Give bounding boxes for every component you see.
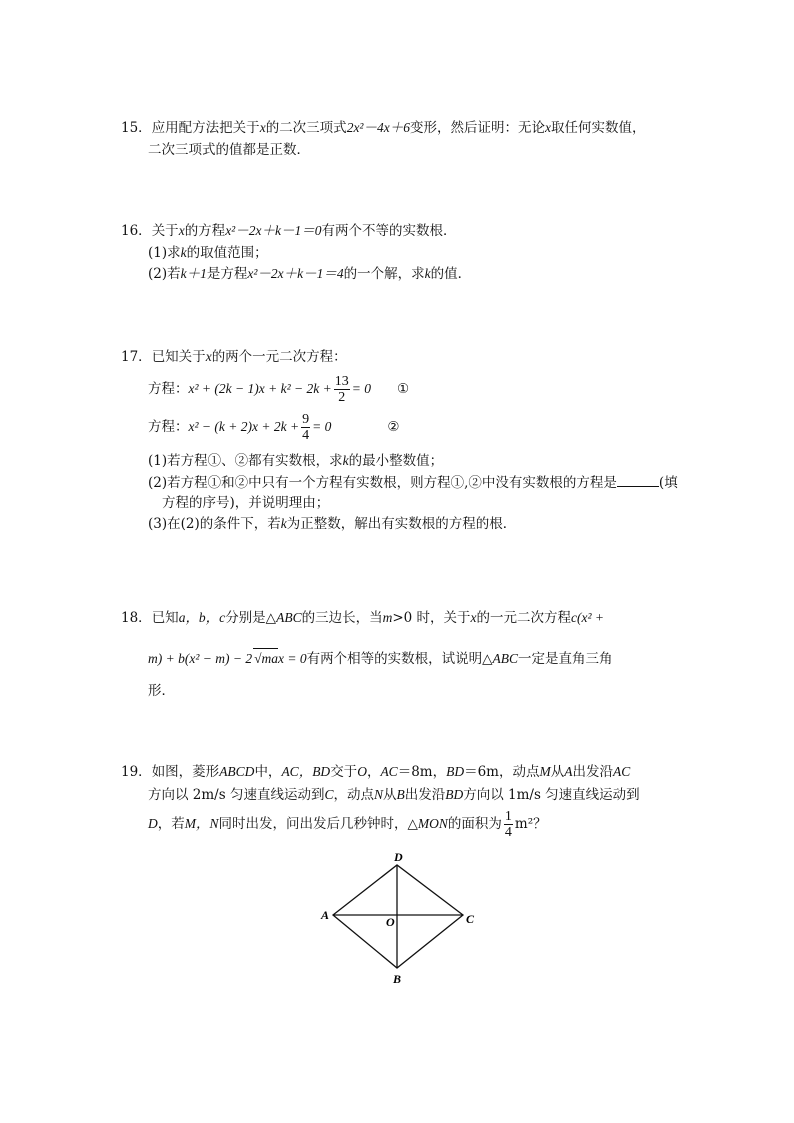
text: 出发沿 (572, 764, 613, 780)
text: (填 (658, 475, 678, 491)
text: 的最小整数值； (348, 453, 444, 469)
equation: x² − (k + 2)x + 2k + (188, 419, 300, 434)
var-k: k (280, 516, 287, 531)
q17-part2 (148, 472, 678, 493)
text: (2)若方程①和②中只有一个方程有实数根，则方程①,②中没有实数根的方程是 (148, 475, 617, 491)
var-m: m (382, 610, 393, 625)
var-x: x (544, 120, 551, 135)
equation: = 0 (312, 419, 332, 434)
question-number: 16． (121, 223, 152, 239)
text: 有两个不等的实数根． (321, 223, 457, 239)
equation: c(x² + (571, 610, 605, 625)
segment: BD (446, 764, 465, 779)
text: 已知关于 (151, 349, 206, 365)
equation-marker: ② (387, 419, 400, 435)
triangle-name: ABC (492, 651, 519, 666)
q17-line1 (121, 347, 347, 367)
q17-part1 (148, 451, 443, 471)
text: 为正整数，解出有实数根的方程的根． (286, 516, 517, 532)
q18-line1 (121, 608, 604, 628)
text: 的三边长，当 (301, 610, 383, 626)
text: 的面积为 (447, 816, 502, 832)
text: 有两个相等的实数根，试说明△ (306, 651, 493, 667)
equation: x = 0 (278, 651, 307, 666)
q16-line1 (121, 221, 456, 241)
text: 应用配方法把关于 (151, 120, 260, 136)
text: 从 (382, 787, 397, 803)
text: 的一元二次方程 (476, 610, 572, 626)
question-number: 17． (121, 349, 152, 365)
text: (3)在(2)的条件下，若 (148, 516, 281, 532)
text: 同时出发，问出发后几秒钟时，△ (218, 816, 418, 832)
segment: BD (445, 787, 464, 802)
var-x: x (470, 610, 477, 625)
text: 出发沿 (404, 787, 446, 803)
denominator: 4 (302, 428, 310, 443)
var-x: x (178, 223, 185, 238)
q17-part3 (148, 514, 516, 534)
segment: AC (612, 764, 631, 779)
denominator: 4 (504, 825, 512, 840)
q16-part2 (148, 264, 471, 284)
text: ＝6m，动点 (464, 764, 540, 780)
text: 方程： (148, 419, 189, 435)
text: 的一个解，求 (343, 266, 425, 282)
point-o: O (357, 764, 367, 779)
text: 是方程 (206, 266, 248, 282)
label-b: B (393, 972, 402, 986)
var-k: k (180, 245, 187, 260)
var-x: x (259, 120, 266, 135)
numerator: 13 (334, 374, 349, 389)
point-n: N (373, 787, 383, 802)
text: ， (366, 764, 381, 780)
numerator: 9 (302, 412, 310, 427)
fraction (504, 809, 513, 840)
point-c: C (324, 787, 334, 802)
q16-part1 (148, 243, 268, 263)
triangle-name: MON (417, 816, 448, 831)
q19-line2 (148, 785, 640, 805)
unit: m²？ (514, 816, 547, 832)
q17-equation-2 (148, 410, 399, 444)
q17-part2-cont: 方程的序号)，并说明理由； (162, 495, 330, 511)
text: ，动点 (333, 787, 374, 803)
text: 如图，菱形 (151, 764, 220, 780)
text: 一定是直角三角 (518, 651, 613, 667)
q17-equation-1 (148, 372, 409, 406)
text: 分别是△ (225, 610, 277, 626)
rhombus-outline (333, 865, 463, 968)
label-d: D (394, 850, 403, 864)
q18-line3: 形． (148, 683, 175, 699)
numerator: 1 (504, 809, 512, 824)
equation: x² + (2k − 1)x + k² − 2k + (188, 381, 332, 396)
q19-line3 (148, 806, 547, 842)
var-k: k (342, 453, 349, 468)
text: 中， (254, 764, 282, 780)
text: >0 时，关于 (392, 610, 471, 626)
var-k: k (424, 266, 431, 281)
text: 的值． (430, 266, 472, 282)
point-d: D (148, 816, 158, 831)
fraction (334, 374, 350, 405)
equation: m) + b(x² − m) − 2 (148, 651, 253, 666)
diagonals: AC，BD (281, 764, 331, 779)
question-number: 19． (121, 764, 152, 780)
text: 的二次三项式 (265, 120, 347, 136)
label-o: O (386, 915, 395, 929)
fraction (301, 412, 310, 443)
points: M，N (184, 816, 219, 831)
denominator: 2 (338, 390, 346, 405)
text: 方向以 2m/s 匀速直线运动到 (148, 787, 325, 803)
text: 交于 (330, 764, 358, 780)
point-a: A (564, 764, 573, 779)
q18-line2 (148, 648, 613, 669)
text: 从 (550, 764, 565, 780)
text: 的方程 (184, 223, 226, 239)
q15-line1 (121, 118, 645, 138)
triangle-name: ABC (276, 610, 302, 625)
point-b: B (396, 787, 405, 802)
text: 变形，然后证明：无论 (409, 120, 545, 136)
text: ＝8m， (397, 764, 447, 780)
text: 取任何实数值， (550, 120, 646, 136)
rhombus-name: ABCD (219, 764, 255, 779)
square-root: √ma (253, 648, 278, 669)
text: 的两个一元二次方程： (211, 349, 347, 365)
expression: k＋1 (180, 266, 207, 281)
point-m: M (539, 764, 551, 779)
text: (2)若 (148, 266, 181, 282)
text: (1)若方程①、②都有实数根，求 (148, 453, 343, 469)
equation: x²－2x＋k－1＝4 (247, 266, 344, 281)
question-number: 15． (121, 120, 152, 136)
expression: 2x²－4x＋6 (346, 120, 410, 135)
label-c: C (466, 912, 475, 926)
variables: a，b，c (178, 610, 226, 625)
q15-line2: 二次三项式的值都是正数． (148, 142, 310, 158)
radicand: ma (261, 651, 279, 666)
q19-line1 (121, 762, 630, 782)
text: 已知 (151, 610, 179, 626)
answer-blank[interactable] (617, 472, 659, 487)
equation: = 0 (351, 381, 371, 396)
text: 关于 (151, 223, 179, 239)
equation-marker: ① (396, 381, 410, 397)
var-x: x (205, 349, 212, 364)
text: 的取值范围； (186, 245, 268, 261)
text: (1)求 (148, 245, 181, 261)
equation: x²－2x＋k－1＝0 (225, 223, 322, 238)
text: 方程： (148, 381, 189, 397)
label-a: A (321, 908, 330, 922)
question-number: 18． (121, 610, 152, 626)
text: 方向以 1m/s 匀速直线运动到 (463, 787, 640, 803)
text: ，若 (157, 816, 185, 832)
segment: AC (380, 764, 398, 779)
